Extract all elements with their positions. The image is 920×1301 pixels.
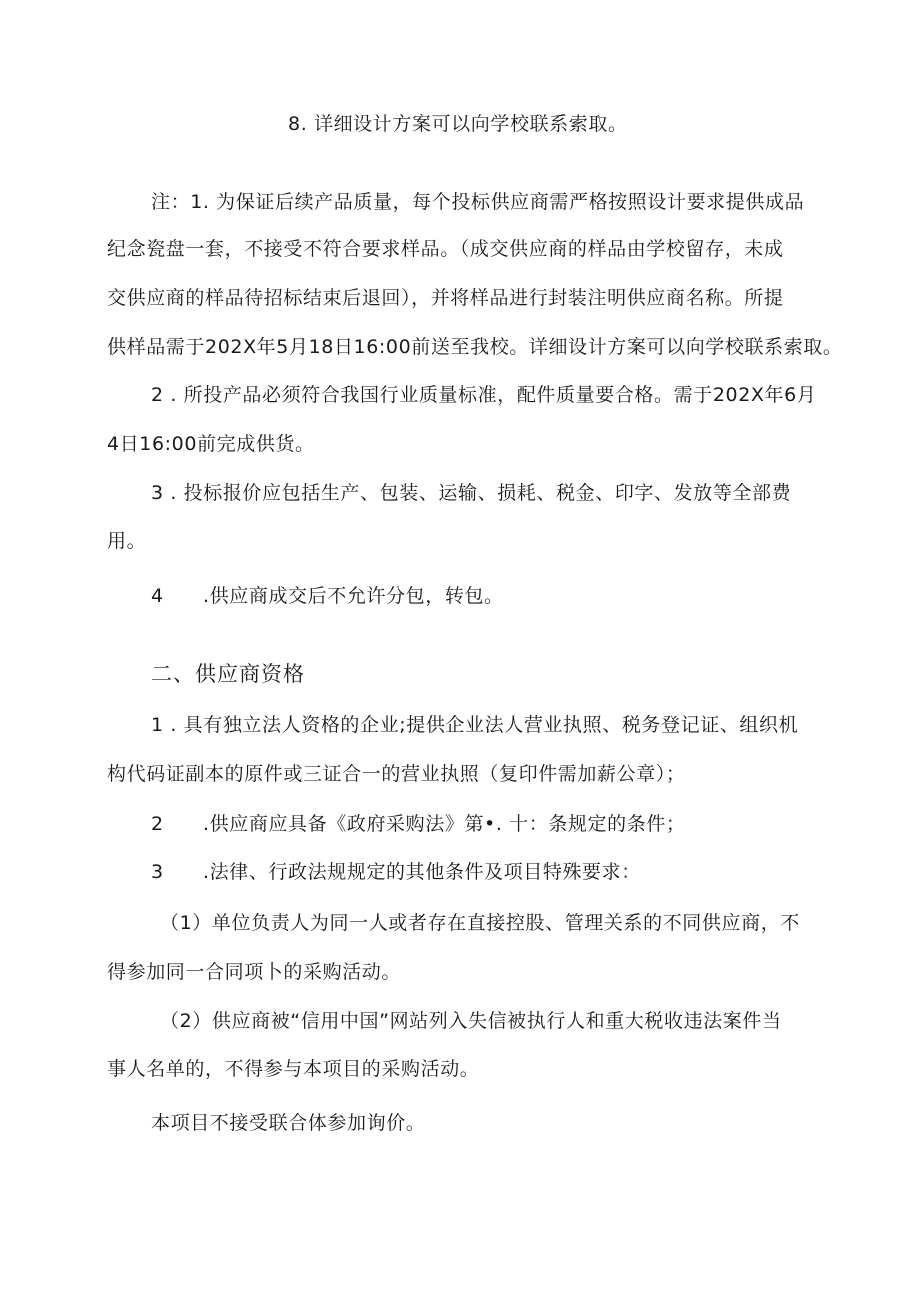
note-2-line-2: 4日16:00前完成供货。: [107, 433, 315, 455]
note-1-line-4: 供样品需于202X年5月18日16:00前送至我校。详细设计方案可以向学校联系索取。: [107, 336, 843, 358]
qualification-1-number: 1: [151, 714, 164, 736]
qualification-2-text: .供应商应具备《政府采购法》第•. 十：条规定的条件；: [203, 813, 686, 835]
sub-item-1-line-1: （1）单位负责人为同一人或者存在直接控股、管理关系的不同供应商，不: [160, 912, 800, 934]
note-2-text: . 所投产品必须符合我国行业质量标准，配件质量要合格。需于202X年6月: [170, 384, 817, 406]
note-1-line-3: 交供应商的样品待招标结束后退回），并将样品进行封装注明供应商名称。所提: [107, 287, 784, 309]
note-4-text: .供应商成交后不允许分包，转包。: [203, 585, 504, 607]
note-3-text: . 投标报价应包括生产、包装、运输、损耗、税金、印字、发放等全部费: [170, 482, 792, 504]
note-1-line-1: 注：1. 为保证后续产品质量，每个投标供应商需严格按照设计要求提供成品: [151, 191, 805, 213]
note-3-number: 3: [151, 482, 164, 504]
qualification-2-number: 2: [151, 813, 164, 835]
sub-item-1-line-2: 得参加同一合同项卜的采购活动。: [107, 961, 402, 983]
qualification-2-line: [151, 812, 686, 836]
qualification-1-line-2: 构代码证副本的原件或三证合一的营业执照（复印件需加薪公章）；: [107, 763, 686, 785]
qualification-1-text: . 具有独立法人资格的企业;提供企业法人营业执照、税务登记证、组织机: [170, 714, 799, 736]
note-4-number: 4: [151, 585, 164, 607]
note-3-line-2: 用。: [107, 530, 147, 552]
qualification-1-line-1: [151, 713, 798, 737]
item-8: 8. 详细设计方案可以向学校联系索取。: [288, 113, 628, 135]
note-4-line: [151, 584, 504, 608]
qualification-3-number: 3: [151, 861, 164, 883]
note-2-number: 2: [151, 384, 164, 406]
section-2-title: 二、供应商资格: [151, 662, 305, 686]
qualification-3-line: [151, 860, 641, 884]
note-1-line-2: 纪念瓷盘一套，不接受不符合要求样品。（成交供应商的样品由学校留存，未成: [107, 238, 784, 260]
closing-statement: 本项目不接受联合体参加询价。: [151, 1112, 426, 1134]
note-3-line-1: [151, 481, 791, 505]
qualification-3-text: .法律、行政法规规定的其他条件及项目特殊要求：: [203, 861, 641, 883]
sub-item-2-line-1: （2）供应商被“信用中国”网站列入失信被执行人和重大税收违法案件当: [160, 1010, 782, 1032]
note-2-line-1: [151, 383, 816, 407]
sub-item-2-line-2: 事人名单的，不得参与本项目的采购活动。: [107, 1058, 480, 1080]
